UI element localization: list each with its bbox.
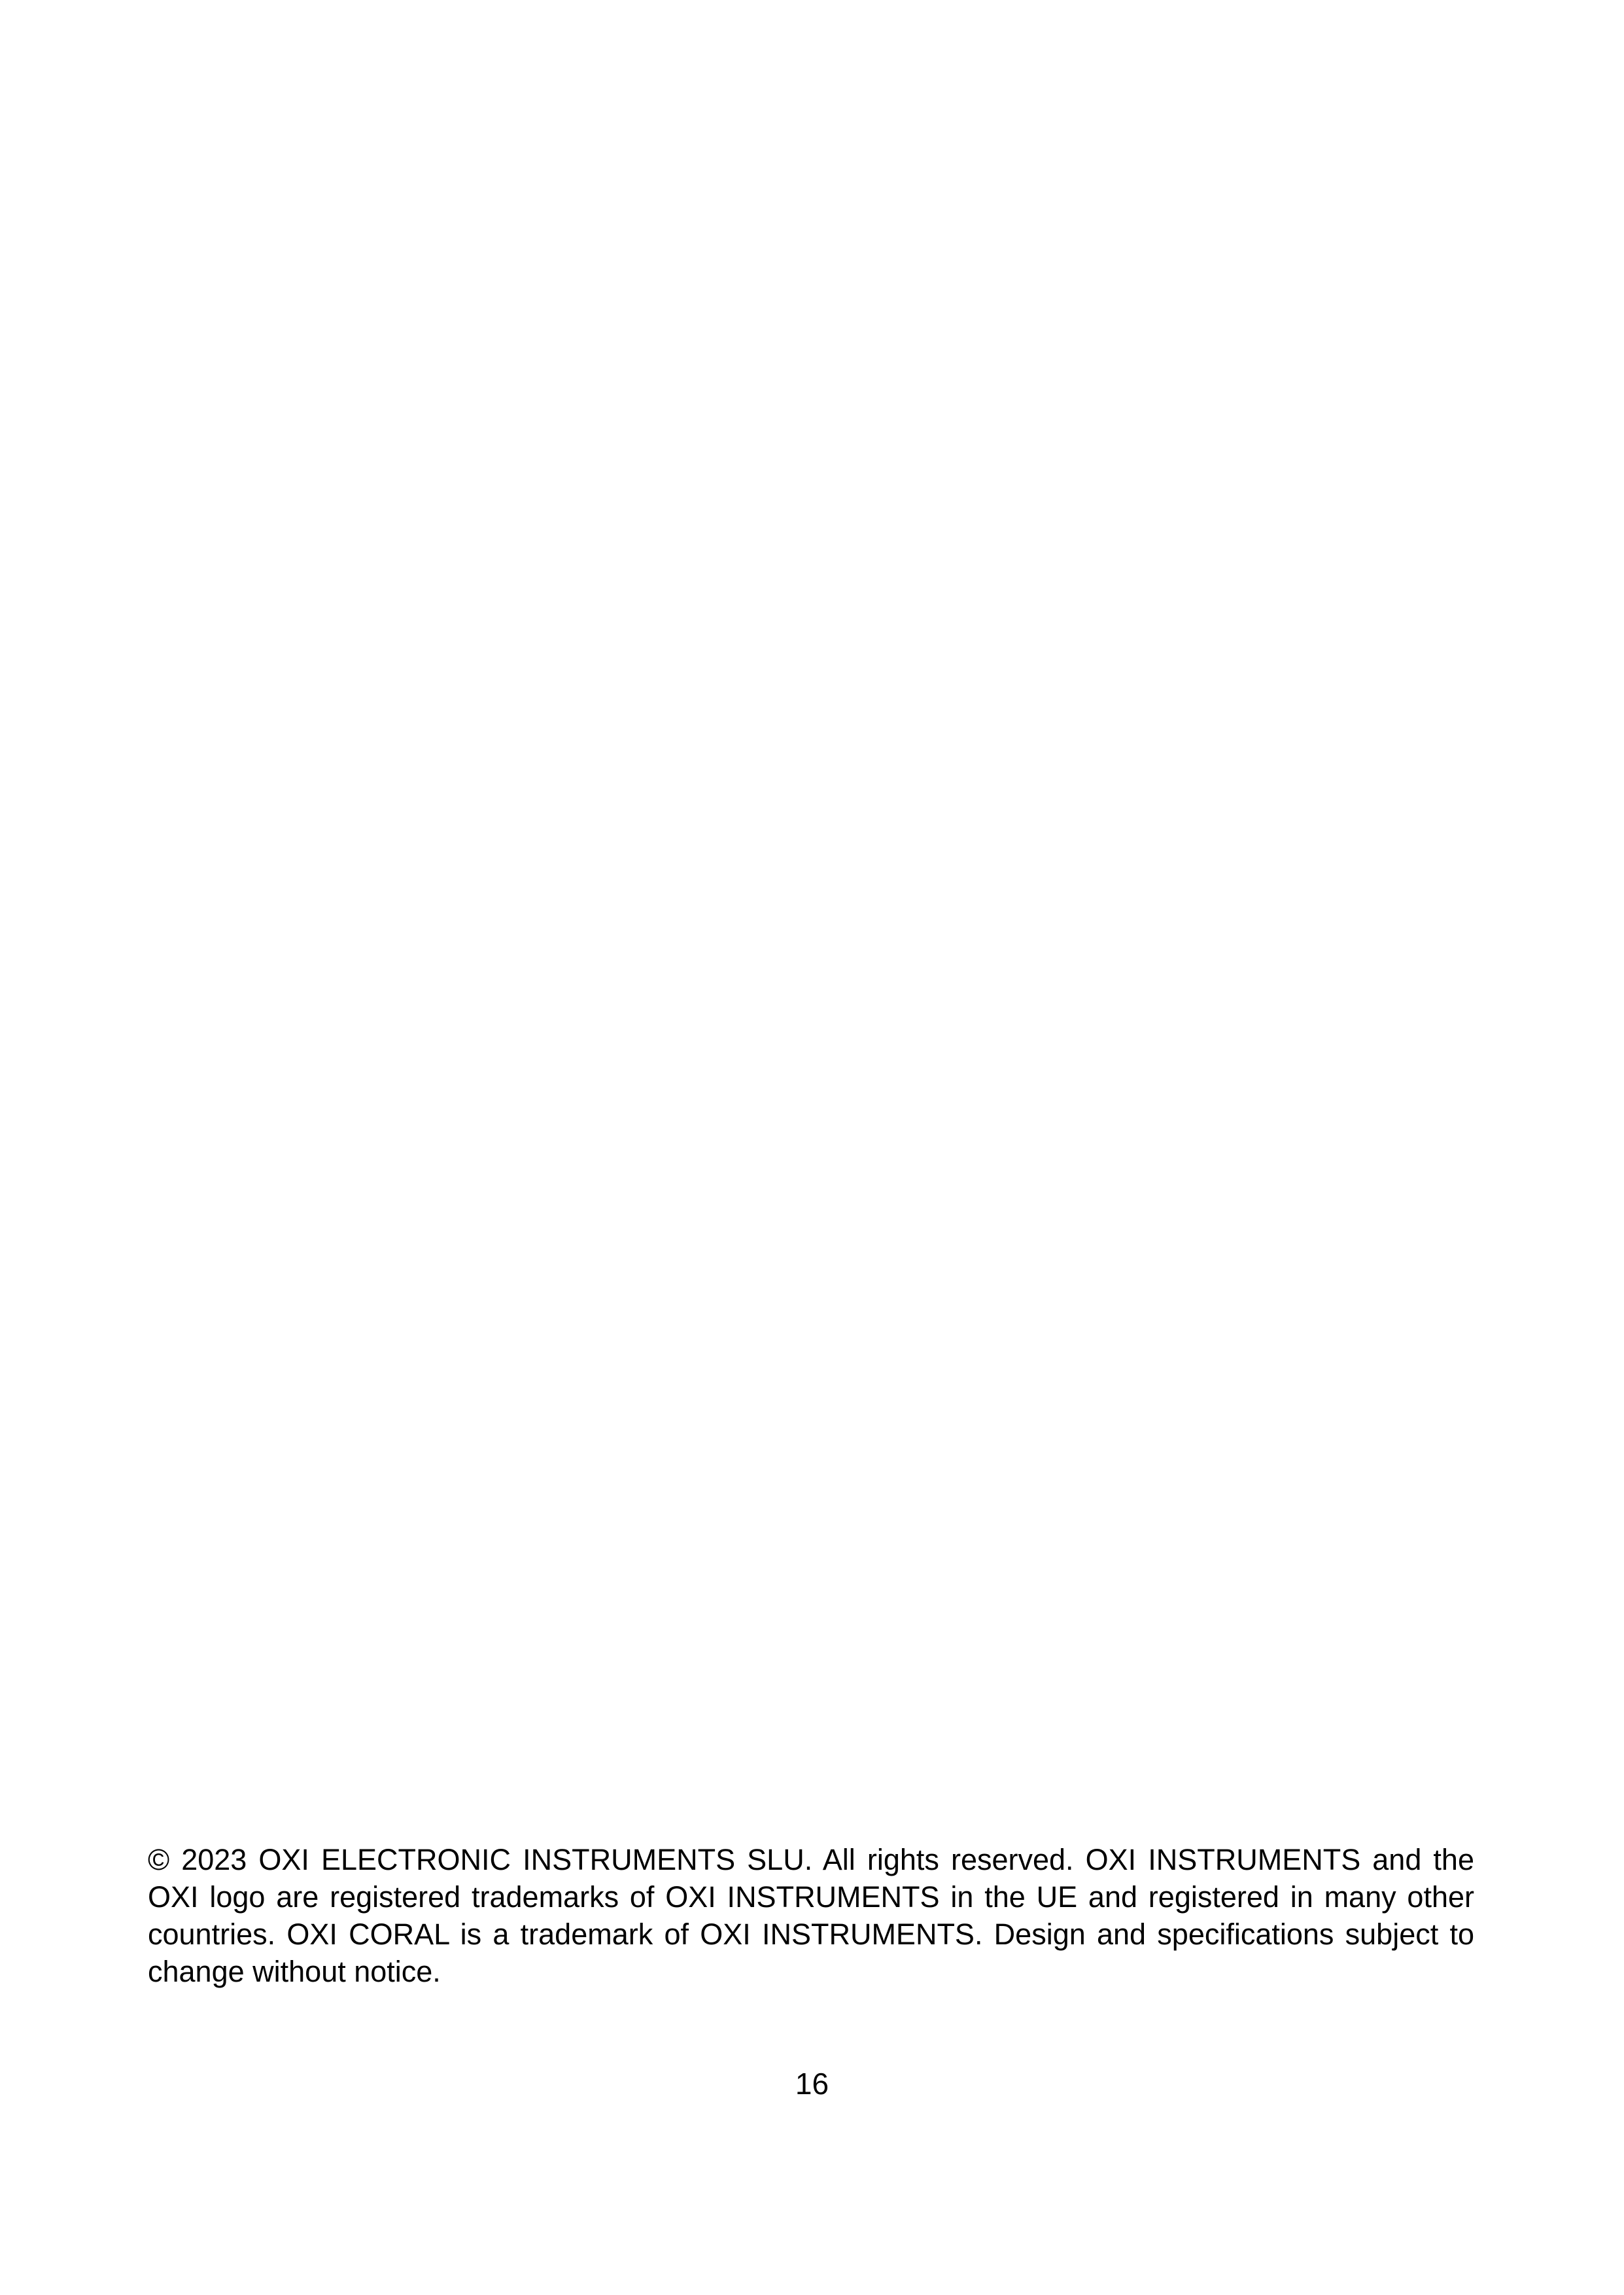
copyright-notice: © 2023 OXI ELECTRONIC INSTRUMENTS SLU. All rights reserved. OXI INSTRUMENTS and the OXI logo are registered trademarks of OXI INSTRUMENTS in the UE and registered in many other countries. OXI CORAL is a trademark of OXI INSTRUMENTS. Design and specifications subject to change without notice.	[148, 1843, 1474, 1988]
page-number: 16	[795, 2067, 829, 2101]
